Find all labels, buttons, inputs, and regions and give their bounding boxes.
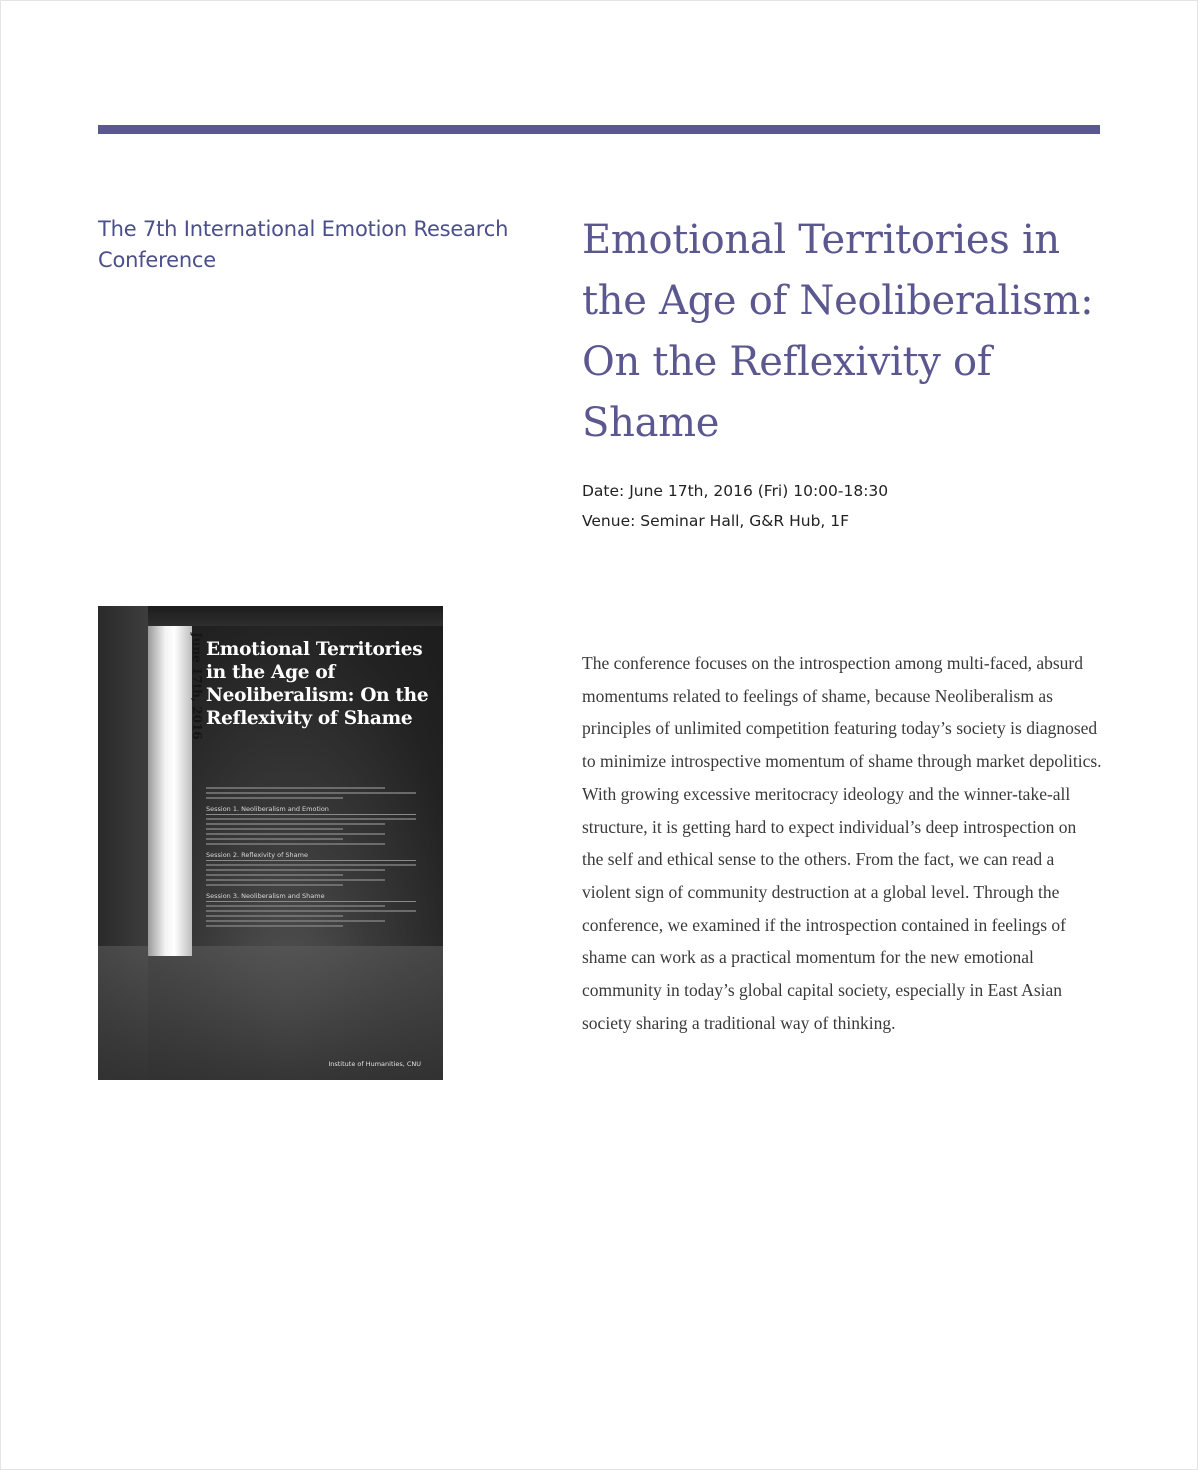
page-title: Emotional Territories in the Age of Neoliberalism: On the Reflexivity of Shame (582, 217, 1094, 446)
poster-text-line (206, 833, 385, 835)
conference-series-label: The 7th International Emotion Research Conference (98, 217, 509, 272)
poster-text-line (206, 828, 343, 830)
poster-text-line (206, 864, 416, 866)
poster-text-line (206, 823, 385, 825)
poster-date-vertical: June 17th, 2016 (190, 632, 204, 740)
event-venue: Venue: Seminar Hall, G&R Hub, 1F (582, 512, 850, 530)
poster-text-line (206, 915, 343, 917)
poster-text-line (206, 905, 385, 907)
poster-session-heading: Session 2. Reflexivity of Shame (206, 851, 416, 861)
poster-ceiling (98, 606, 443, 626)
poster-text-line (206, 787, 385, 789)
poster-session-heading: Session 1. Neoliberalism and Emotion (206, 805, 416, 815)
poster-text-line (206, 925, 343, 927)
header-rule (98, 125, 1100, 134)
poster-text-line (206, 797, 343, 799)
poster-text-line (206, 879, 385, 881)
poster-text-line (206, 838, 343, 840)
poster-text-line (206, 884, 343, 886)
poster-text-line (206, 874, 343, 876)
poster-footer: Institute of Humanities, CNU (328, 1060, 421, 1068)
event-date: Date: June 17th, 2016 (Fri) 10:00-18:30 (582, 482, 889, 500)
conference-poster (98, 606, 443, 1080)
poster-text-line (206, 843, 385, 845)
conference-description: The conference focuses on the introspection among multi-faced, absurd momentums related to feelings of shame, because Neoliberalism as principles of unlimited competition featuring today’s society is diagnosed to minimize introspective momentum of shame through market depolitics. With growing excessive meritocracy ideology and the winner-take-all structure, it is getting hard to expect individual’s deep introspection on the self and ethical sense to the others. From the fact, we can read a violent sign of community destruction at a global level. Through the conference, we examined if the introspection contained in feelings of shame can work as a practical momentum for the new emotional community in today’s global capital society, especially in East Asian society sharing a traditional way of thinking. (582, 653, 1102, 1033)
poster-title: Emotional Territories in the Age of Neoliberalism: On the Reflexivity of Shame (206, 639, 429, 729)
event-details (582, 476, 1102, 536)
poster-session-heading: Session 3. Neoliberalism and Shame (206, 892, 416, 902)
poster-text-line (206, 910, 416, 912)
poster-text-line (206, 818, 416, 820)
poster-text-line (206, 869, 385, 871)
poster-text-line (206, 920, 385, 922)
poster-program (206, 784, 416, 927)
poster-text-line (206, 792, 416, 794)
